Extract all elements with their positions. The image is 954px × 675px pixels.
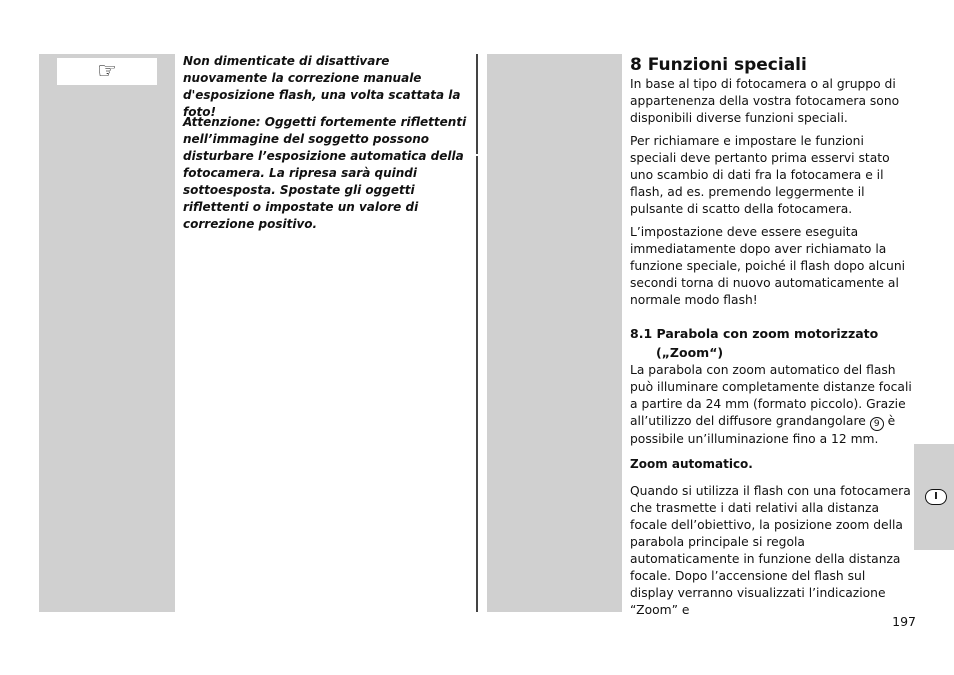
reference-number-badge: 9 bbox=[870, 417, 884, 431]
middle-margin-bar bbox=[487, 54, 622, 612]
zoom-auto-heading: Zoom automatico. bbox=[630, 457, 753, 471]
subsection-title-line2: („Zoom“) bbox=[656, 345, 724, 360]
subsection-paragraph bbox=[630, 362, 912, 448]
subsection-text-after-ref: è possibile un’illuminazione fino a 12 mm. bbox=[630, 414, 896, 446]
section-title: 8 Funzioni speciali bbox=[630, 55, 807, 75]
note-warning: Attenzione: Oggetti fortemente riflettenti nell’immagine del soggetto possono disturbare l’esposizione automatica della fotocamera. La ripresa sarà quindi sottoesposta. Spostate gli oggetti riflettenti o impostate un valore di correzione positivo. bbox=[183, 115, 467, 231]
right-column bbox=[630, 54, 912, 619]
subsection-title-line1: 8.1 Parabola con zoom motorizzato bbox=[630, 326, 879, 341]
pointing-hand-icon: ☞ bbox=[57, 58, 157, 85]
note-reminder: Non dimenticate di disattivare nuovamente la correzione manuale d'esposizione flash, una volta scattata la foto! bbox=[183, 54, 461, 119]
section-paragraph: In base al tipo di fotocamera o al gruppo di appartenenza della vostra fotocamera sono disponibili diverse funzioni speciali. bbox=[630, 77, 900, 125]
zoom-auto-paragraph: Quando si utilizza il flash con una fotocamera che trasmette i dati relativi alla distanza focale dell’obiettivo, la posizione zoom della parabola principale si regola automaticamente in funzione della distanza focale. Dopo l’accensione del flash sul display verranno visualizzati l’indicazione “Zoom” e bbox=[630, 484, 911, 617]
column-divider bbox=[476, 156, 478, 612]
left-margin-bar bbox=[39, 54, 175, 612]
page-number: 197 bbox=[892, 614, 916, 629]
language-badge: I bbox=[925, 489, 947, 505]
column-divider bbox=[476, 54, 478, 154]
section-paragraph: Per richiamare e impostare le funzioni speciali deve pertanto prima esservi stato uno scambio di dati fra la fotocamera e il flash, ad es. premendo leggermente il pulsante di scatto della fotocamera. bbox=[630, 134, 890, 216]
subsection-text-before-ref: La parabola con zoom automatico del flash può illuminare completamente distanze focali a partire da 24 mm (formato piccolo). Grazie all’utilizzo del diffusore grandangolare bbox=[630, 363, 912, 428]
section-paragraph: L’impostazione deve essere eseguita immediatamente dopo aver richiamato la funzione speciale, poiché il flash dopo alcuni secondi torna di nuovo automaticamente al normale modo flash! bbox=[630, 225, 906, 307]
subsection-title bbox=[630, 324, 912, 362]
